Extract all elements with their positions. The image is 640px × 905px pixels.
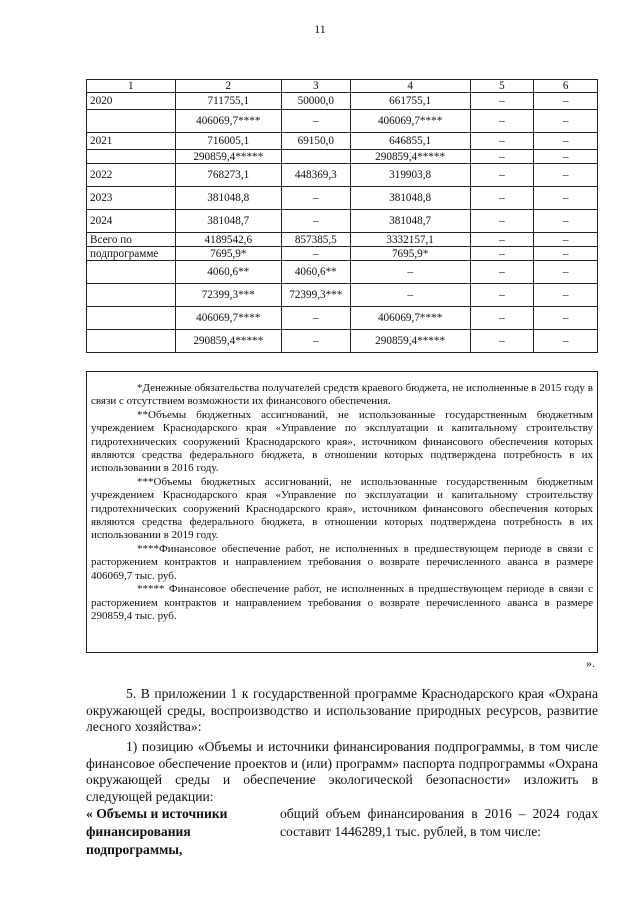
- table-cell: –: [470, 261, 534, 284]
- table-cell: [87, 307, 176, 330]
- table-cell: –: [281, 110, 350, 133]
- table-cell: –: [470, 247, 534, 261]
- table-cell: –: [534, 187, 598, 210]
- table-cell: 4060,6**: [175, 261, 281, 284]
- table-cell: 381048,8: [175, 187, 281, 210]
- table-cell: 69150,0: [281, 133, 350, 150]
- table-row: [87, 233, 598, 247]
- table-cell: –: [534, 164, 598, 187]
- table-cell: 711755,1: [175, 93, 281, 110]
- definition-term: « Объемы и источники финансирования подпрограммы,: [86, 806, 228, 857]
- table-cell: 4189542,6: [175, 233, 281, 247]
- table-cell: 448369,3: [281, 164, 350, 187]
- paragraph-5-text: 5. В приложении 1 к государственной программе Краснодарского края «Охрана окружающей среды, воспроизводство и использование природных ресурсов, развитие лесного хозяйства»:: [86, 686, 598, 734]
- table-row: [87, 110, 598, 133]
- table-cell: –: [534, 93, 598, 110]
- table-cell: –: [534, 247, 598, 261]
- table-row: [87, 284, 598, 307]
- table-cell: подпрограмме: [87, 247, 176, 261]
- table-cell: –: [534, 210, 598, 233]
- table-cell: 2022: [87, 164, 176, 187]
- table-cell: –: [534, 284, 598, 307]
- table-cell: 7695,9*: [175, 247, 281, 261]
- funding-table: [86, 79, 598, 353]
- table-cell: 72399,3***: [175, 284, 281, 307]
- table-cell: [87, 110, 176, 133]
- footnote: ****Финансовое обеспечение работ, не исполненных в предшествующем периоде в связи с расторжением контрактов и направлением требования о возврате перечисленного аванса в размере 406069,7 тыс. руб.: [91, 542, 593, 582]
- table-cell: 381048,8: [350, 187, 470, 210]
- table-cell: 290859,4*****: [350, 330, 470, 353]
- table-cell: –: [534, 150, 598, 164]
- footnotes-box: [86, 371, 598, 653]
- table-cell: 381048,7: [350, 210, 470, 233]
- table-cell: –: [470, 133, 534, 150]
- table-cell: [87, 261, 176, 284]
- table-cell: 646855,1: [350, 133, 470, 150]
- table-row: [87, 261, 598, 284]
- paragraph-1: [86, 739, 598, 805]
- header-cell: 5: [470, 80, 534, 93]
- table-cell: –: [350, 261, 470, 284]
- table-cell: 2020: [87, 93, 176, 110]
- table-cell: [281, 150, 350, 164]
- table-cell: Всего по: [87, 233, 176, 247]
- table-row: [87, 330, 598, 353]
- table-cell: –: [534, 133, 598, 150]
- footnote: **Объемы бюджетных ассигнований, не использованные государственным бюджетным учреждением Краснодарского края «Управление по эксплуатации и капитальному строительству гидротехнических сооружений Краснодарского края», источником финансового обеспечения которых являются средства федерального бюджета, в отношении которых подтверждена потребность в их использовании в 2016 году.: [91, 408, 593, 475]
- page-number: 11: [314, 22, 326, 36]
- table-cell: –: [534, 307, 598, 330]
- table-cell: –: [470, 93, 534, 110]
- table-cell: –: [534, 110, 598, 133]
- header-cell: 4: [350, 80, 470, 93]
- table-cell: 50000,0: [281, 93, 350, 110]
- table-row: [87, 247, 598, 261]
- table-cell: 2023: [87, 187, 176, 210]
- header-cell: 3: [281, 80, 350, 93]
- table-row: [87, 164, 598, 187]
- table-cell: 857385,5: [281, 233, 350, 247]
- table-cell: –: [281, 307, 350, 330]
- table-row: [87, 133, 598, 150]
- table-row: [87, 210, 598, 233]
- table-cell: 290859,4*****: [175, 330, 281, 353]
- footnote: ***Объемы бюджетных ассигнований, не использованные государственным бюджетным учреждением Краснодарского края «Управление по эксплуатации и капитальному строительству гидротехнических сооружений Краснодарского края», источником финансового обеспечения которых являются средства федерального бюджета, в отношении которых подтверждена потребность в их использовании в 2019 году.: [91, 475, 593, 542]
- footnote: *Денежные обязательства получателей средств краевого бюджета, не исполненные в 2015 году в связи с отсутствием возможности их финансового обеспечения.: [91, 382, 593, 408]
- table-cell: –: [470, 110, 534, 133]
- table-cell: [87, 150, 176, 164]
- definition-text: общий объем финансирования в 2016 – 2024 годах составит 1446289,1 тыс. рублей, в том числе:: [280, 806, 598, 839]
- table-header-row: [87, 80, 598, 93]
- table-cell: 2024: [87, 210, 176, 233]
- footnotes-text: [91, 382, 593, 623]
- table-cell: 319903,8: [350, 164, 470, 187]
- table-cell: 661755,1: [350, 93, 470, 110]
- table-cell: 4060,6**: [281, 261, 350, 284]
- table-cell: 381048,7: [175, 210, 281, 233]
- closing-quote: ».: [586, 656, 595, 670]
- table-cell: [87, 330, 176, 353]
- footnote: ***** Финансовое обеспечение работ, не исполненных в предшествующем периоде в связи с расторжением контрактов и направлением требования о возврате перечисленного аванса в размере 290859,4 тыс. руб.: [91, 583, 593, 622]
- header-cell: 6: [534, 80, 598, 93]
- table-cell: –: [281, 247, 350, 261]
- table-row: [87, 307, 598, 330]
- table-cell: 768273,1: [175, 164, 281, 187]
- table-cell: –: [470, 233, 534, 247]
- header-cell: 2: [175, 80, 281, 93]
- paragraph-5: [86, 686, 598, 736]
- table-cell: 290859,4*****: [175, 150, 281, 164]
- table-cell: 716005,1: [175, 133, 281, 150]
- table-cell: –: [281, 210, 350, 233]
- funding-table-body: [87, 80, 598, 353]
- table-cell: –: [281, 330, 350, 353]
- table-cell: 406069,7****: [350, 307, 470, 330]
- table-cell: 406069,7****: [175, 110, 281, 133]
- table-cell: –: [281, 187, 350, 210]
- table-cell: –: [470, 210, 534, 233]
- table-cell: –: [470, 150, 534, 164]
- table-cell: 72399,3***: [281, 284, 350, 307]
- table-cell: 406069,7****: [350, 110, 470, 133]
- table-cell: 3332157,1: [350, 233, 470, 247]
- table-cell: –: [470, 187, 534, 210]
- table-cell: –: [470, 284, 534, 307]
- table-row: [87, 187, 598, 210]
- header-cell: 1: [87, 80, 176, 93]
- table-cell: 7695,9*: [350, 247, 470, 261]
- table-cell: 406069,7****: [175, 307, 281, 330]
- paragraph-1-text: 1) позицию «Объемы и источники финансирования подпрограммы, в том числе финансовое обеспечение проектов и (или) программ» паспорта подпрограммы «Охрана окружающей среды и обеспечение экологической безопасности» изложить в следующей редакции:: [86, 739, 598, 804]
- table-row: [87, 93, 598, 110]
- table-cell: –: [534, 330, 598, 353]
- table-cell: –: [534, 261, 598, 284]
- table-cell: 2021: [87, 133, 176, 150]
- table-row: [87, 150, 598, 164]
- table-cell: –: [470, 330, 534, 353]
- table-cell: –: [350, 284, 470, 307]
- table-cell: [87, 284, 176, 307]
- table-cell: –: [470, 164, 534, 187]
- table-cell: –: [470, 307, 534, 330]
- table-cell: –: [534, 233, 598, 247]
- table-cell: 290859,4*****: [350, 150, 470, 164]
